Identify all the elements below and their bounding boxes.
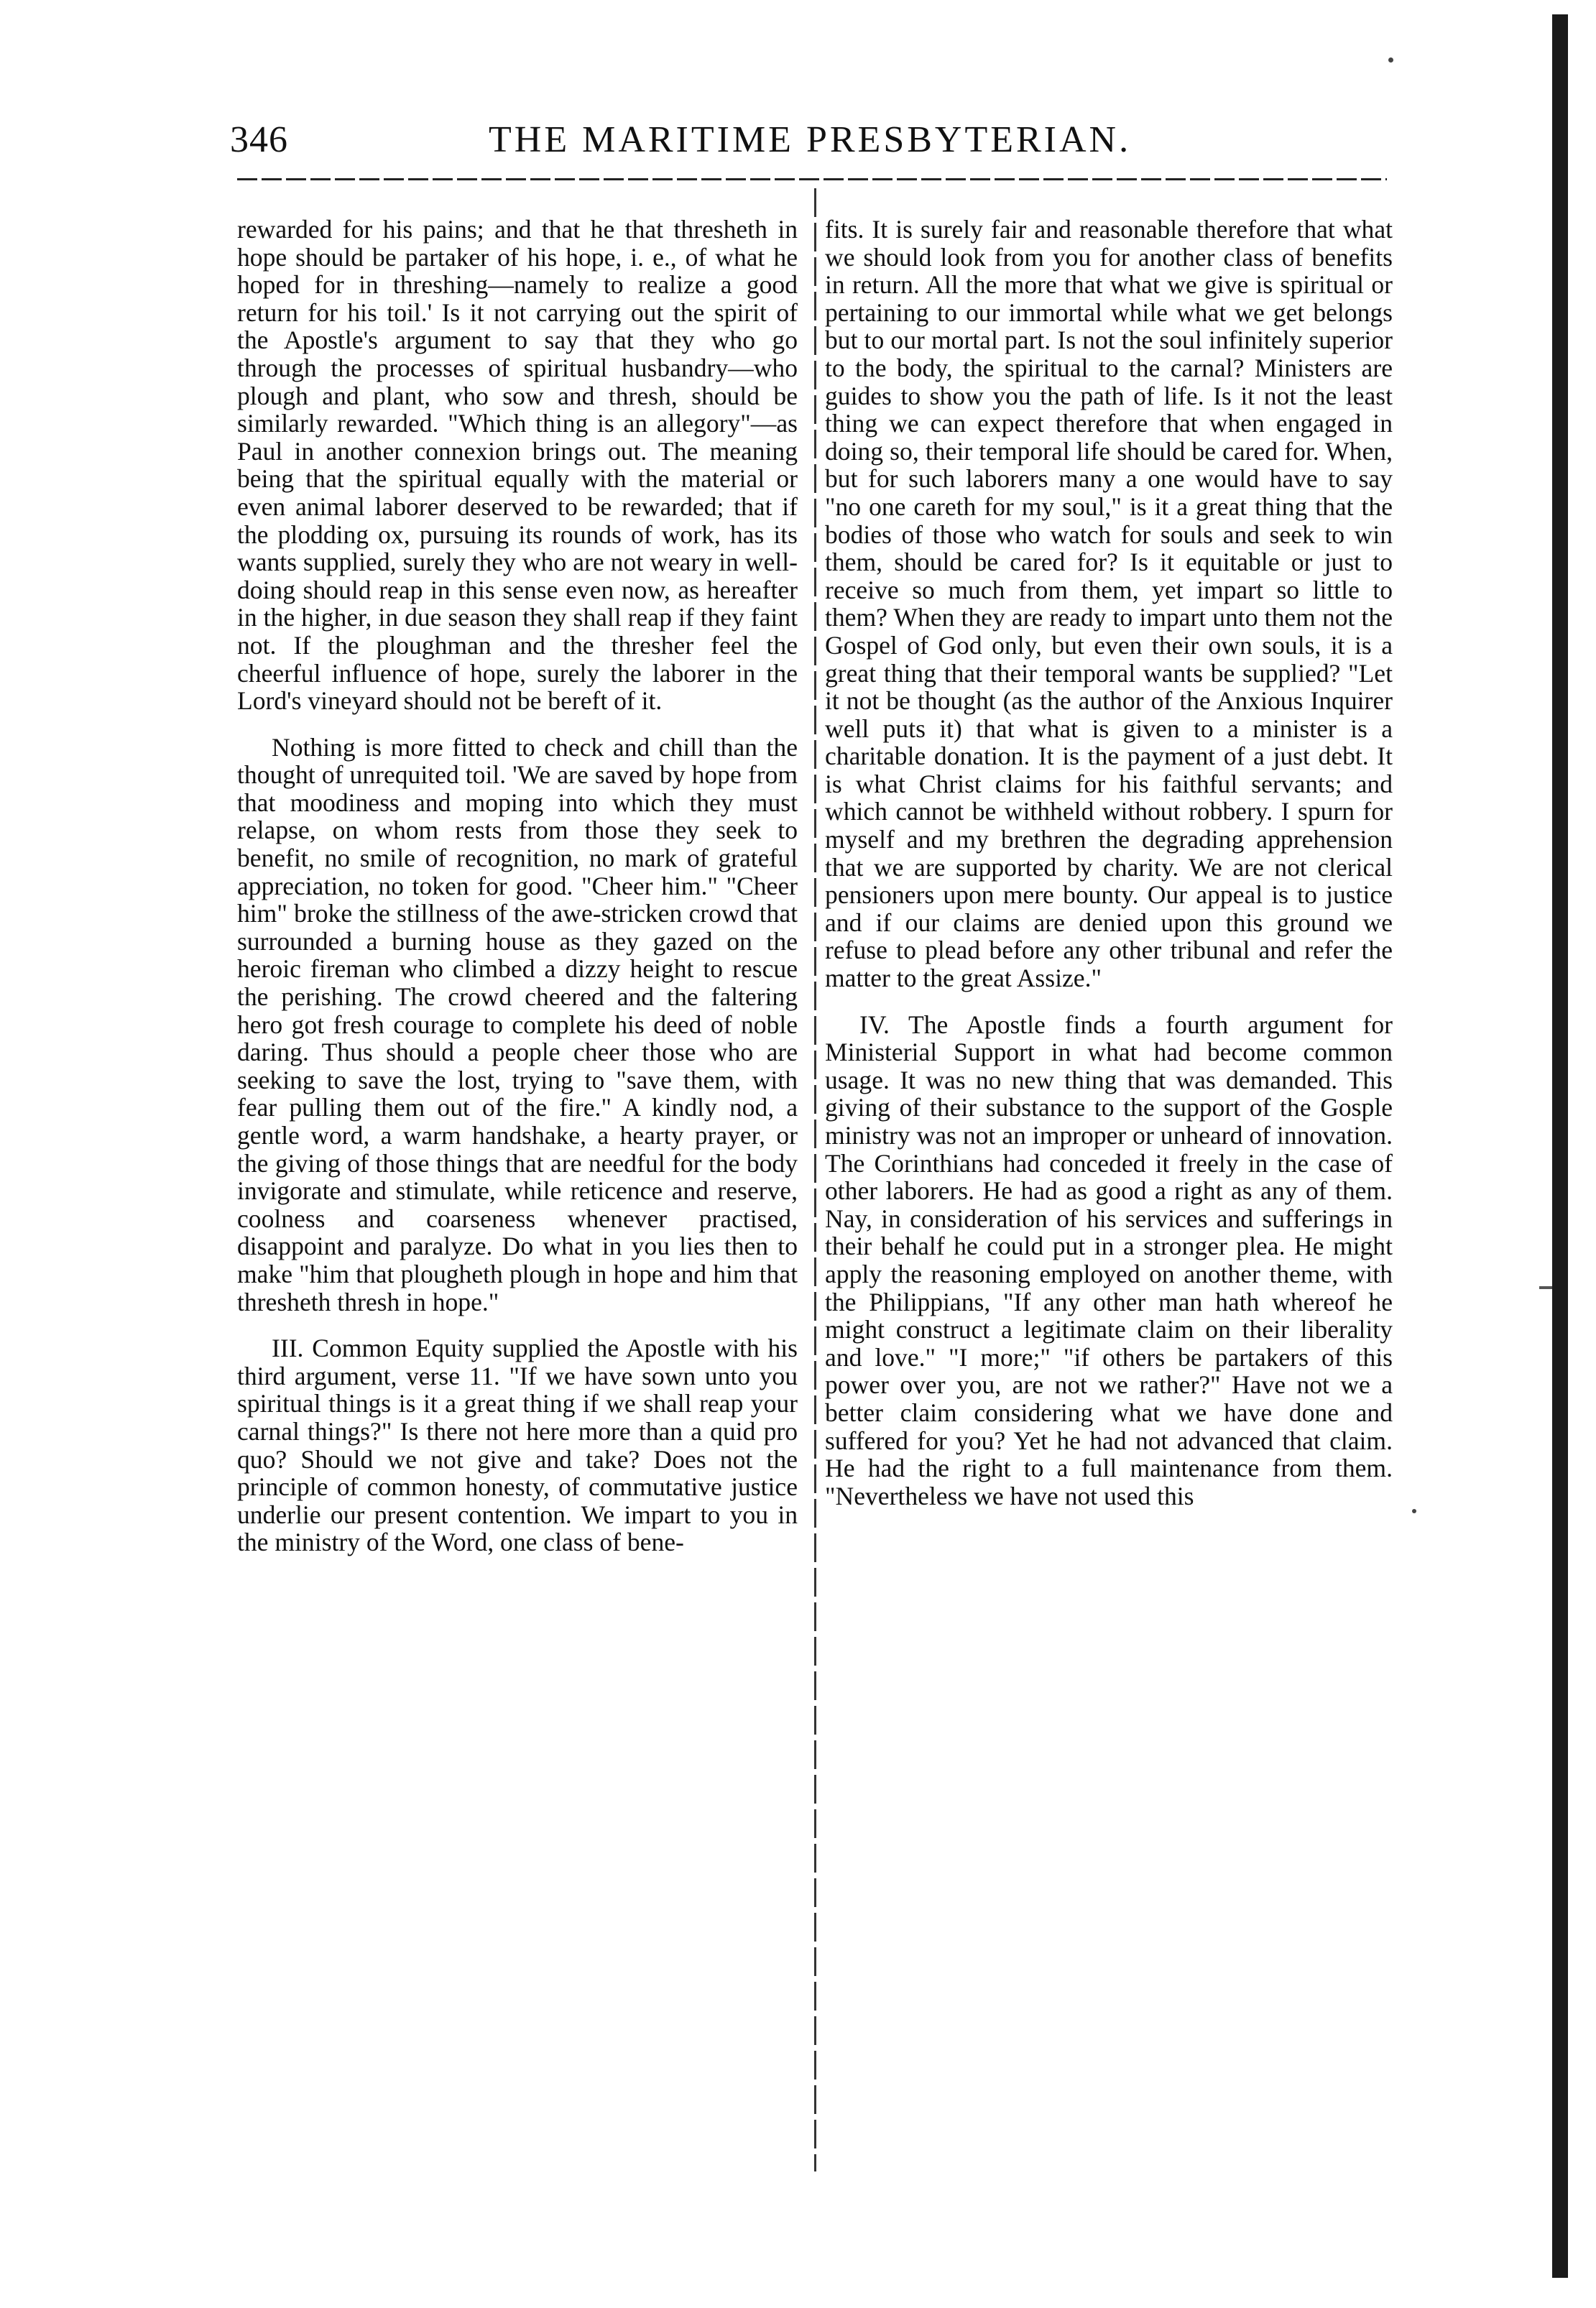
left-paragraph-common-equity: III. Common Equity supplied the Apostle with his third argument, verse 11. "If we have sown unto you spiritual things is it a great thing if we shall reap your carnal things?" Is there not here more than a quid pro quo? Should we not give and take? Does not the principle of common honesty, of commutative justice underlie our present contention. We impart to you in the ministry of the Word, one class of bene- bbox=[237, 1334, 798, 1557]
header-rule bbox=[237, 178, 1387, 180]
column-divider bbox=[814, 188, 816, 2171]
scan-mark bbox=[1539, 1286, 1552, 1289]
left-column bbox=[237, 216, 798, 2199]
scan-speck bbox=[1412, 1509, 1416, 1513]
scan-speck bbox=[1388, 57, 1393, 63]
left-paragraph-continuation: rewarded for his pains; and that he that thresheth in hope should be partaker of his hope, i. e., of what he hoped for in threshing—namely to realize a good return for his toil.' Is it not carrying out the spirit of the Apostle's argument to say that they who go through the processes of spiritual husbandry—who plough and plant, who sow and thresh, should be similarly rewarded. "Which thing is an allegory"—as Paul in another connexion brings out. The meaning being that the spiritual equally with the material or even animal laborer deserved to be rewarded; that if the plodding ox, pursuing its rounds of work, has its wants supplied, surely they who are not weary in well-doing should reap in this sense even now, as hereafter in the higher, in due season they shall reap if they faint not. If the ploughman and the thresher feel the cheerful influence of hope, surely the laborer in the Lord's vineyard should not be bereft of it. bbox=[237, 216, 798, 716]
right-column bbox=[825, 216, 1393, 2199]
page-number: 346 bbox=[230, 119, 288, 160]
right-paragraph-continuation: fits. It is surely fair and reasonable therefore that what we should look from you for another class of benefits in return. All the more that what we give is spiritual or pertaining to our immortal while what we get belongs but to our mortal part. Is not the soul infinitely superior to the body, the spiritual to the carnal? Ministers are guides to show you the path of life. Is it not the least thing we can expect therefore that when engaged in doing so, their temporal life should be cared for. When, but for such laborers many a one would have to say "no one careth for my soul," is it a great thing that the bodies of those who watch for souls and seek to win them, should be cared for? Is it equitable or just to receive so much from them, yet impart so little to them? When they are ready to impart unto them not the Gospel of God only, but even their own souls, it is a great thing that their temporal wants be supplied? "Let it not be thought (as the author of the Anxious Inquirer well puts it) that what is given to a minister is a charitable donation. It is the payment of a just debt. It is what Christ claims for his faithful servants; and which cannot be withheld without robbery. I spurn for myself and my brethren the degrading apprehension that we are supported by charity. We are not clerical pensioners upon mere bounty. Our appeal is to justice and if our claims are denied upon this ground we refuse to plead before any other tribunal and refer the matter to the great Assize." bbox=[825, 216, 1393, 993]
page-header bbox=[230, 119, 1408, 169]
left-paragraph-unrequited-toil: Nothing is more fitted to check and chill than the thought of unrequited toil. 'We are saved by hope from that moodiness and moping into which they must relapse, on whom rests from those they seek to benefit, no smile of recognition, no mark of grateful appreciation, no token for good. "Cheer him." "Cheer him" broke the stillness of the awe-stricken crowd that surrounded a burning house as they gazed on the heroic fireman who climbed a dizzy height to rescue the perishing. The crowd cheered and the faltering hero got fresh courage to complete his deed of noble daring. Thus should a people cheer those who are seeking to save the lost, trying to "save them, with fear pulling them out of the fire." A kindly nod, a gentle word, a warm handshake, a hearty prayer, or the giving of those things that are needful for the body invigorate and stimulate, while reticence and reserve, coolness and coarseness whenever practised, disappoint and paralyze. Do what in you lies then to make "him that plougheth plough in hope and him that thresheth thresh in hope." bbox=[237, 732, 798, 1316]
journal-title: THE MARITIME PRESBYTERIAN. bbox=[489, 119, 1132, 160]
right-paragraph-common-usage: IV. The Apostle finds a fourth argument for Ministerial Support in what had become common usage. It was no new thing that was demanded. This giving of their substance to the support of the Gosple ministry was not an improper or unheard of innovation. The Corinthians had conceded it freely in the case of other laborers. He had as good a right as any of them. Nay, in consideration of his services and sufferings in their behalf he could put in a stronger plea. He might apply the reasoning employed on another theme, with the Philippians, "If any other man hath whereof he might construct a legitimate claim on their liberality and love." "I more;" "if others be partakers of this power over you, are not we rather?" Have not we a better claim considering what we have done and suffered for you? Yet he had not advanced that claim. He had the right to a full maintenance from them. "Nevertheless we have not used this bbox=[825, 1010, 1393, 1510]
scan-edge-bar bbox=[1552, 14, 1568, 2278]
